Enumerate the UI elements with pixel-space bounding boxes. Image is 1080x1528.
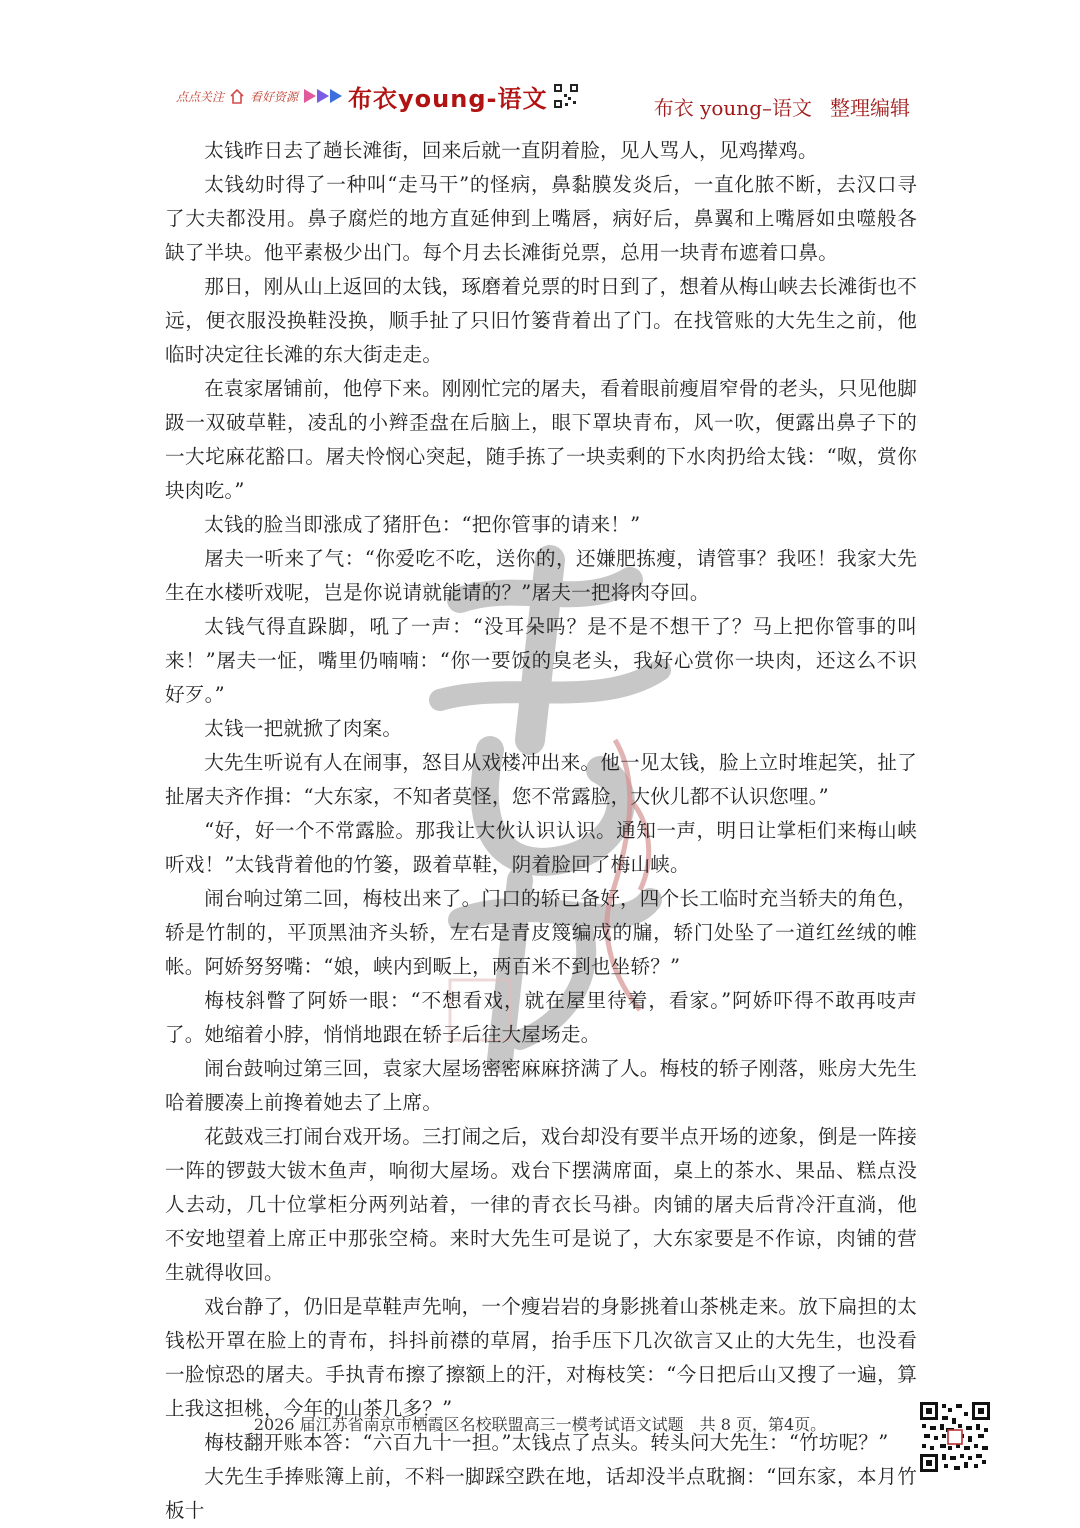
article-body [165,134,917,1528]
house-icon [230,88,244,104]
paragraph: 在袁家屠铺前，他停下来。刚刚忙完的屠夫，看着眼前瘦眉窄骨的老头，只见他脚趿一双破草鞋，凌乱的小辫歪盘在后脑上，眼下罩块青布，风一吹，便露出鼻子下的一大坨麻花豁口。屠夫怜悯心突起，随手拣了一块卖剩的下水肉扔给太钱：“呶，赏你块肉吃。” [165,377,917,502]
paragraph: 太钱的脸当即涨成了猪肝色：“把你管事的请来！” [204,513,641,536]
paragraph: 梅枝翻开账本答：“六百九十一担。”太钱点了点头。转头问大先生：“竹坊呢？” [204,1431,889,1454]
paragraph: 梅枝斜瞥了阿娇一眼：“不想看戏，就在屋里待着，看家。”阿娇吓得不敢再吱声了。她缩着小脖，悄悄地跟在轿子后往大屋场走。 [165,989,917,1046]
brand-title: 布衣young-语文 [348,84,548,113]
paragraph: 大先生手捧账簿上前，不料一脚踩空跌在地，话却没半点耽搁：“回东家，本月竹板十 [165,1465,917,1522]
header-tagline-1: 点点关注 [176,89,225,104]
qr-code-icon [918,1400,992,1474]
page-footer: 2026 届江苏省南京市栖霞区名校联盟高三一模考试语文试题 共 8 页，第4页。 [253,1415,827,1434]
paragraph: 太钱一把就掀了肉案。 [204,717,403,740]
paragraph: 闹台响过第二回，梅枝出来了。门口的轿已备好，四个长工临时充当轿夫的角色，轿是竹制的，平顶黑油齐头轿，左右是青皮篾编成的牖，轿门处坠了一道红丝绒的帷帐。阿娇努努嘴：“娘，峡内到畈上，两百米不到也坐轿？” [165,887,917,978]
header-banner [176,76,579,116]
paragraph: 太钱气得直跺脚，吼了一声：“没耳朵吗？是不是不想干了？马上把你管事的叫来！”屠夫一怔，嘴里仍喃喃：“你一要饭的臭老头，我好心赏你一块肉，还这么不识好歹。” [165,615,917,706]
mini-qr-icon [553,83,579,109]
paragraph: 闹台鼓响过第三回，袁家大屋场密密麻麻挤满了人。梅枝的轿子刚落，账房大先生哈着腰凑上前搀着她去了上席。 [165,1057,917,1114]
paragraph: 太钱幼时得了一种叫“走马干”的怪病，鼻黏膜发炎后，一直化脓不断，去汉口寻了大夫都没用。鼻子腐烂的地方直延伸到上嘴唇，病好后，鼻翼和上嘴唇如虫噬般各缺了半块。他平素极少出门。每个月去长滩街兑票，总用一块青布遮着口鼻。 [165,173,917,264]
header-brand-name: 布衣 young–语文 [653,96,812,120]
header-editor-credit [654,92,910,121]
paragraph: 戏台静了，仍旧是草鞋声先响，一个瘦岩岩的身影挑着山茶桃走来。放下扁担的太钱松开罩在脸上的青布，抖抖前襟的草屑，抬手压下几次欲言又止的大先生，也没看一脸惊恐的屠夫。手执青布擦了擦额上的汗，对梅枝笑：“今日把后山又搜了一遍，算上我这担桃，今年的山茶几多？” [165,1295,917,1420]
paragraph: 那日，刚从山上返回的太钱，琢磨着兑票的时日到了，想着从梅山峡去长滩街也不远，便衣服没换鞋没换，顺手扯了只旧竹篓背着出了门。在找管账的大先生之前，他临时决定往长滩的东大街走走。 [165,275,917,366]
play-arrows-icon [304,89,342,103]
paragraph: 大先生听说有人在闹事，怒目从戏楼冲出来。他一见太钱，脸上立时堆起笑，扯了扯屠夫齐作揖：“大东家，不知者莫怪，您不常露脸，大伙儿都不认识您哩。” [165,751,917,808]
paragraph: 太钱昨日去了趟长滩街，回来后就一直阴着脸，见人骂人，见鸡撵鸡。 [204,139,818,162]
paragraph: “好，好一个不常露脸。那我让大伙认识认识。通知一声，明日让掌柜们来梅山峡听戏！”太钱背着他的竹篓，趿着草鞋，阴着脸回了梅山峡。 [165,819,917,876]
paragraph: 屠夫一听来了气：“你爱吃不吃，送你的，还嫌肥拣瘦，请管事？我呸！我家大先生在水楼听戏呢，岂是你说请就能请的？”屠夫一把将肉夺回。 [165,547,917,604]
header-tagline-2: 看好资源 [250,89,299,104]
paragraph: 花鼓戏三打闹台戏开场。三打闹之后，戏台却没有要半点开场的迹象，倒是一阵接一阵的锣鼓大钹木鱼声，响彻大屋场。戏台下摆满席面，桌上的茶水、果品、糕点没人去动，几十位掌柜分两列站着，一律的青衣长马褂。肉铺的屠夫后背冷汗直淌，他不安地望着上席正中那张空椅。来时大先生可是说了，大东家要是不作谅，肉铺的营生就得收回。 [165,1125,917,1284]
header-role: 整理编辑 [830,96,910,120]
